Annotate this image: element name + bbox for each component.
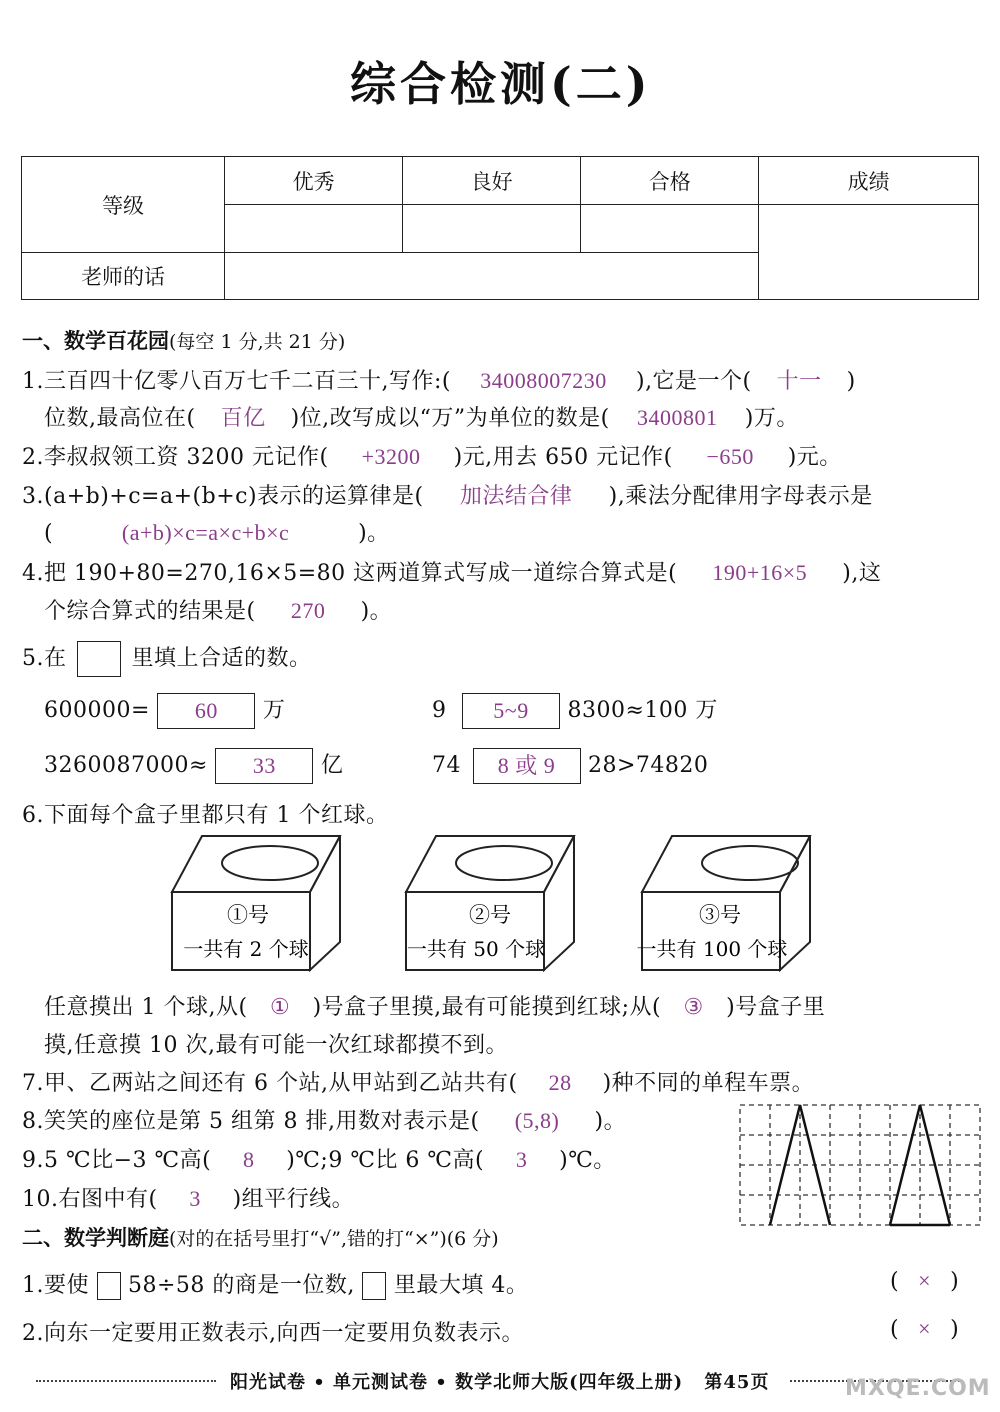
q4-line2: 个综合算式的结果是( 270 )。 — [44, 598, 393, 624]
ball-boxes — [160, 830, 860, 978]
q9-answer-2: 3 — [515, 1147, 528, 1172]
q2-answer-2: −650 — [706, 444, 754, 469]
parallel-lines-figure — [738, 1103, 982, 1227]
q5-answer-box-2[interactable]: 5~9 — [462, 693, 560, 729]
q5-answer-box-4[interactable]: 8 或 9 — [473, 748, 581, 784]
q1-answer-digits: 十一 — [776, 368, 822, 393]
q6-intro: 6.下面每个盒子里都只有 1 个红球。 — [22, 803, 389, 828]
box-1-label: ①号 — [227, 903, 269, 927]
q5-row2-left: 3260087000≈ 33 亿 — [44, 748, 343, 784]
page-title: 综合检测(二) — [350, 57, 652, 111]
footer-dots-left — [36, 1380, 216, 1382]
q8-line: 8.笑笑的座位是第 5 组第 8 排,用数对表示是( (5,8) )。 — [22, 1108, 627, 1134]
q10-line: 10.右图中有( 3 )组平行线。 — [22, 1186, 355, 1212]
score-cell[interactable] — [759, 205, 979, 300]
grade-label: 等级 — [22, 157, 225, 253]
level-excellent-cell[interactable] — [225, 205, 403, 253]
box-1-hole-icon — [222, 846, 318, 880]
footer — [230, 1368, 769, 1394]
box-3-hole-icon — [702, 846, 798, 880]
box-3 — [637, 836, 810, 970]
teacher-comment-cell[interactable] — [225, 253, 759, 300]
q1-line2: 位数,最高位在( 百亿 )位,改写成以“万”为单位的数是( 3400801 )万。 — [44, 401, 799, 432]
q4-answer-1: 190+16×5 — [712, 560, 808, 585]
q6-answer-2: ③ — [683, 994, 704, 1019]
page-number: 第45页 — [704, 1372, 770, 1393]
grade-table — [21, 156, 979, 300]
q6-line1: 任意摸出 1 个球,从( ① )号盒子里摸,最有可能摸到红球;从( ③ )号盒子里 — [44, 994, 826, 1020]
judge-2: 2.向东一定要用正数表示,向西一定要用负数表示。 — [22, 1321, 524, 1346]
level-good: 良好 — [403, 157, 581, 205]
q5-answer-box-3[interactable]: 33 — [215, 748, 313, 784]
q5-row1-left: 600000= 60 万 — [44, 693, 285, 729]
box-2-count: 一共有 50 个球 — [406, 937, 546, 961]
section1-heading: 一、数学百花园(每空 1 分,共 21 分) — [22, 328, 346, 353]
blank-box-icon — [77, 641, 121, 677]
box-1 — [172, 836, 340, 970]
level-excellent: 优秀 — [225, 157, 403, 205]
watermark: MXQE.COM — [845, 1376, 991, 1401]
q2-answer-1: +3200 — [361, 444, 421, 469]
level-good-cell[interactable] — [403, 205, 581, 253]
judge-2-answer: × — [918, 1316, 932, 1341]
q10-answer: 3 — [189, 1186, 201, 1211]
q5-row1-right: 9 5~9 8300≈100 万 — [432, 693, 718, 729]
box-1-count: 一共有 2 个球 — [183, 937, 309, 961]
q1-answer-highest: 百亿 — [220, 405, 266, 430]
q3-answer-1: 加法结合律 — [459, 483, 573, 508]
q3-line1: 3.(a+b)+c=a+(b+c)表示的运算律是( 加法结合律 ),乘法分配律用字母表示是 — [22, 479, 873, 510]
q1-line1: 1.三百四十亿零八百万七千二百三十,写作:( 34008007230 ),它是一个( 十一 ) — [22, 364, 856, 395]
q7-answer: 28 — [548, 1070, 572, 1095]
judge-1-mark[interactable]: ( × ) — [890, 1268, 960, 1294]
footer-text: 阳光试卷 • 单元测试卷 • 数学北师大版(四年级上册) — [230, 1372, 684, 1393]
blank-box-icon — [362, 1272, 386, 1300]
q5-answer-box-1[interactable]: 60 — [157, 693, 255, 729]
q6-answer-1: ① — [269, 994, 291, 1019]
q6-line2: 摸,任意摸 10 次,最有可能一次红球都摸不到。 — [44, 1033, 508, 1058]
judge-1: 1.要使 58÷58 的商是一位数, 里最大填 4。 — [22, 1273, 529, 1298]
q5-instruction: 5.在 里填上合适的数。 — [22, 641, 312, 677]
q3-answer-2: (a+b)×c=a×c+b×c — [121, 520, 290, 545]
q9-line: 9.5 ℃比−3 ℃高( 8 )℃;9 ℃比 6 ℃高( 3 )℃。 — [22, 1147, 616, 1173]
q4-answer-2: 270 — [290, 598, 326, 623]
score-label: 成绩 — [759, 157, 979, 205]
q8-answer: (5,8) — [514, 1108, 560, 1133]
judge-2-mark[interactable]: ( × ) — [890, 1316, 960, 1342]
judge-1-answer: × — [918, 1268, 932, 1293]
q3-line2: ( (a+b)×c=a×c+b×c )。 — [44, 520, 390, 546]
section2-heading: 二、数学判断庭(对的在括号里打“√”,错的打“×”)(6 分) — [22, 1225, 499, 1250]
q9-answer-1: 8 — [242, 1147, 255, 1172]
box-3-count: 一共有 100 个球 — [636, 937, 788, 961]
q2-line: 2.李叔叔领工资 3200 元记作( +3200 )元,用去 650 元记作( −650 )元。 — [22, 444, 842, 470]
q1-answer-number: 34008007230 — [480, 368, 607, 393]
level-pass: 合格 — [581, 157, 759, 205]
q1-answer-wan: 3400801 — [636, 405, 718, 430]
blank-box-icon — [97, 1272, 121, 1300]
teacher-label: 老师的话 — [22, 253, 225, 300]
level-pass-cell[interactable] — [581, 205, 759, 253]
q5-row2-right: 74 8 或 9 28>74820 — [432, 748, 708, 784]
q7-line: 7.甲、乙两站之间还有 6 个站,从甲站到乙站共有( 28 )种不同的单程车票。 — [22, 1070, 815, 1096]
box-2 — [406, 836, 574, 970]
box-2-hole-icon — [456, 846, 552, 880]
box-3-label: ③号 — [699, 903, 741, 927]
q4-line1: 4.把 190+80=270,16×5=80 这两道算式写成一道综合算式是( 190+16×5 ),这 — [22, 560, 882, 586]
box-2-label: ②号 — [469, 903, 511, 927]
